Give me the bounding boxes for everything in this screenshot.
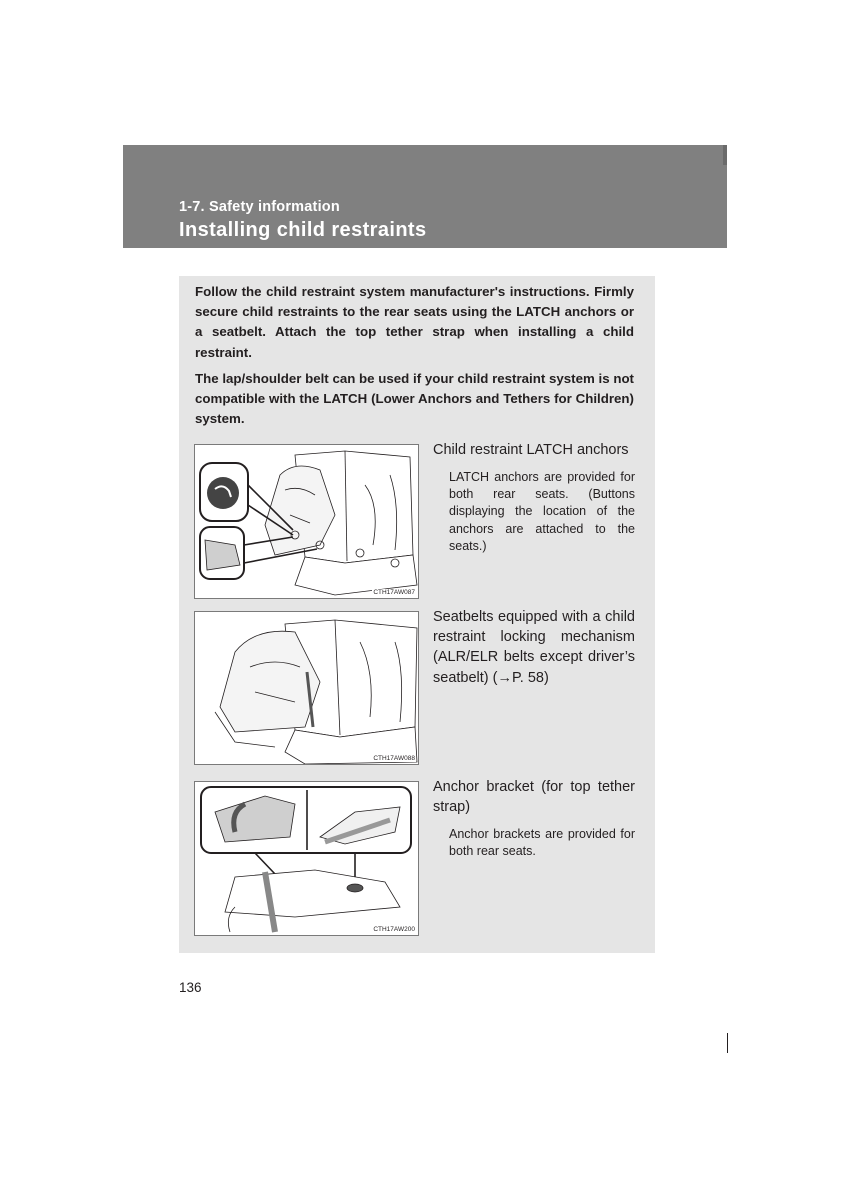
latch-anchors-description: LATCH anchors are provided for both rear seats. (Buttons displaying the location of the anchors are attached to the seats.) — [449, 470, 635, 553]
section-header — [123, 145, 727, 248]
section-label: 1-7. Safety information — [179, 199, 340, 215]
figure-code: CTH17AW200 — [373, 926, 415, 933]
page-title: Installing child restraints — [179, 219, 427, 241]
seatbelt-title: Seatbelts equipped with a child restraint locking mechanism (ALR/ELR belts except driver’s seatbelt) (→P. 58) — [433, 609, 635, 686]
header-tab-mark — [723, 145, 727, 165]
content-box — [179, 276, 655, 953]
anchor-bracket-title: Anchor bracket (for top tether strap) — [433, 779, 635, 816]
margin-mark — [727, 1033, 728, 1053]
anchor-bracket-description: Anchor brackets are provided for both rear seats. — [449, 827, 635, 859]
latch-anchors-title: Child restraint LATCH anchors — [433, 442, 629, 458]
page-number: 136 — [179, 980, 202, 995]
figure-code: CTH17AW088 — [373, 755, 415, 762]
intro-paragraph-1: Follow the child restraint system manufacturer's instructions. Firmly secure child restraints to the rear seats using the LATCH anchors or a seatbelt. Attach the top tether strap when installing a child restraint. — [195, 284, 634, 360]
latch-anchors-illustration — [194, 444, 419, 599]
seatbelt-illustration — [194, 611, 419, 765]
anchor-bracket-illustration — [194, 781, 419, 936]
figure-code: CTH17AW087 — [373, 589, 415, 596]
intro-paragraph-2: The lap/shoulder belt can be used if your child restraint system is not compatible with the LATCH (Lower Anchors and Tethers for Children) system. — [195, 371, 634, 427]
